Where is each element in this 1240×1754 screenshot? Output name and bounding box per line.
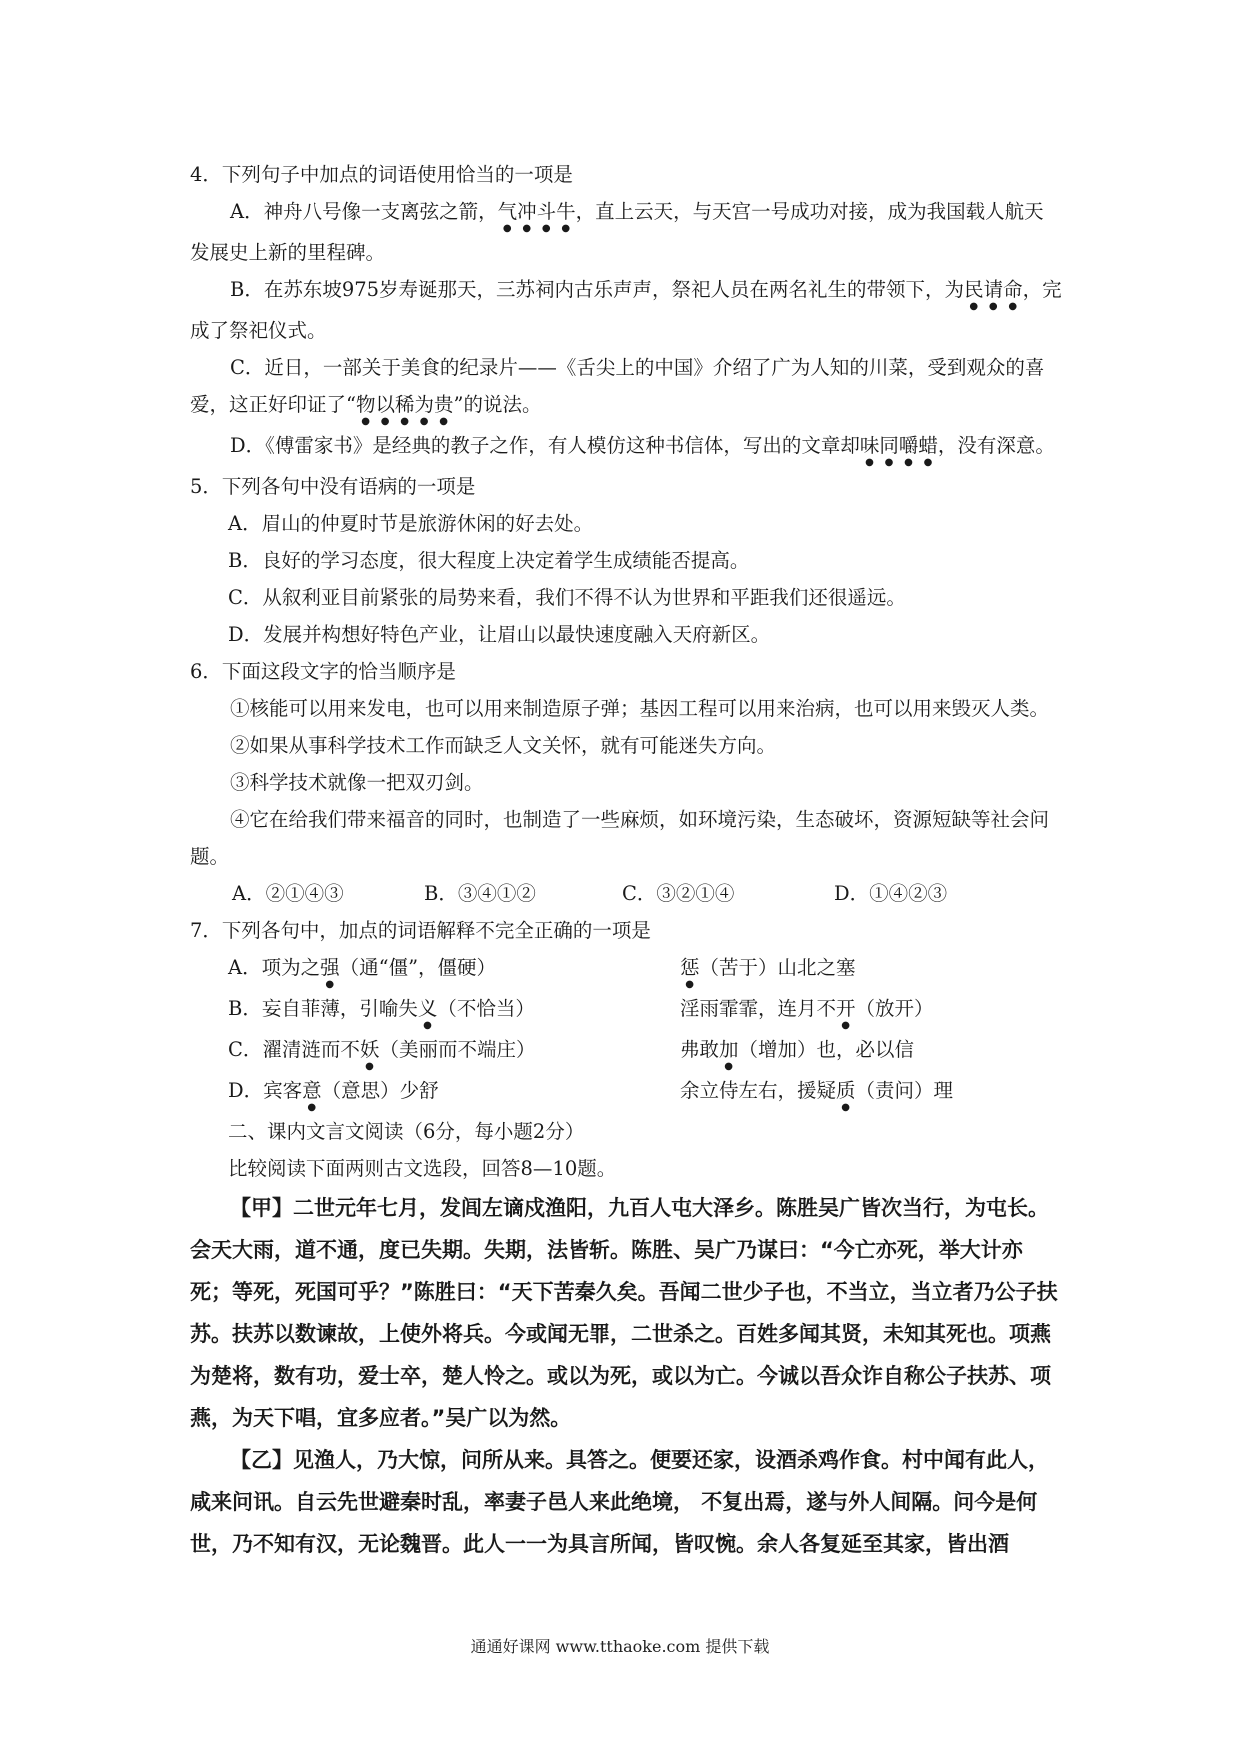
q5-option-c: C．从叙利亚目前紧张的局势来看，我们不得不认为世界和平距我们还很遥远。: [228, 586, 906, 609]
passage-jia: 【甲】二世元年七月，发闾左谪戍渔阳，九百人屯大泽乡。陈胜吴广皆次当行，为屯长。会天大雨，道不通，度已失期。失期，法皆斩。陈胜、吴广乃谋曰：“今亡亦死，举大计亦死；等死，死国可乎？”陈胜曰：“天下苦秦久矣。吾闻二世少子也，不当立，当立者乃公子扶苏。扶苏以数谏故，上使外将兵。今或闻无罪，二世杀之。百姓多闻其贤，未知其死也。项燕为楚将，数有功，爱士卒，楚人怜之。或以为死，或以为亡。今诚以吾众诈自称公子扶苏、项燕，为天下唱，宜多应者。”吴广以为然。: [190, 1196, 1058, 1430]
section2-instruction: 比较阅读下面两则古文选段，回答8—10题。: [228, 1157, 617, 1180]
q7-row-b: [190, 990, 1062, 1031]
q4-d-dotted: 味同嚼蜡: [859, 434, 938, 457]
q4-option-d: D．《傅雷家书》是经典的教子之作，有人模仿这种书信体，写出的文章却味同嚼蜡，没有深意。: [230, 434, 1055, 457]
q6-option-b: B．③④①②: [424, 882, 536, 905]
q6-options: [190, 875, 1062, 912]
q5-option-d: D．发展并构想好特色产业，让眉山以最快速度融入天府新区。: [228, 623, 771, 646]
passage-yi: 【乙】见渔人，乃大惊，问所从来。具答之。便要还家，设酒杀鸡作食。村中闻有此人，咸来问讯。自云先世避秦时乱，率妻子邑人来此绝境， 不复出焉，遂与外人间隔。问今是何世，乃不知有汉，无论魏晋。此人一一为具言所闻，皆叹惋。余人各复延至其家，皆出酒: [190, 1448, 1049, 1556]
q7-b-left: B．妄自菲薄，引喻失义（不恰当）: [228, 997, 535, 1020]
q7-stem: 7．下列各句中，加点的词语解释不完全正确的一项是: [190, 919, 651, 942]
q6-sentence-4: ④它在给我们带来福音的同时，也制造了一些麻烦，如环境污染，生态破坏，资源短缺等社会问题。: [190, 808, 1050, 868]
page-footer: 通通好课网 www.tthaoke.com 提供下载: [470, 1637, 770, 1656]
q6-option-c: C．③②①④: [622, 882, 735, 905]
q6-option-d: D．①④②③: [834, 882, 948, 905]
q4-a-dotted: 气冲斗牛: [497, 200, 576, 223]
q7-a-left: A．项为之强（通“僵”，僵硬）: [228, 956, 497, 979]
q5-stem: 5．下列各句中没有语病的一项是: [190, 475, 476, 498]
q4-option-a: A．神舟八号像一支离弦之箭，气冲斗牛，直上云天，与天宫一号成功对接，成为我国载人航天发展史上新的里程碑。: [190, 200, 1044, 264]
section2-title: 二、课内文言文阅读（6分，每小题2分）: [228, 1120, 585, 1143]
q7-c-left: C．濯清涟而不妖（美丽而不端庄）: [228, 1038, 536, 1061]
q7-d-left: D．宾客意（意思）少舒: [228, 1079, 439, 1102]
q4-option-b: B．在苏东坡975岁寿诞那天，三苏祠内古乐声声，祭祀人员在两名礼生的带领下，为民请命，完成了祭祀仪式。: [190, 278, 1062, 342]
q6-stem: 6．下面这段文字的恰当顺序是: [190, 660, 456, 683]
q6-option-a: A．②①④③: [232, 882, 344, 905]
q6-sentence-1: ①核能可以用来发电，也可以用来制造原子弹；基因工程可以用来治病，也可以用来毁灭人类。: [230, 697, 1050, 720]
q6-sentence-2: ②如果从事科学技术工作而缺乏人文关怀，就有可能迷失方向。: [230, 734, 777, 757]
q5-option-a: A．眉山的仲夏时节是旅游休闲的好去处。: [228, 512, 594, 535]
q7-row-c: [190, 1031, 1062, 1072]
q7-row-a: [190, 949, 1062, 990]
q4-c-dotted: 物以稀为贵: [355, 393, 454, 416]
q7-d-right: 余立侍左右，援疑质（责问）理: [680, 1079, 954, 1102]
q4-stem: 4．下列句子中加点的词语使用恰当的一项是: [190, 163, 573, 186]
q4-b-dotted: 民请命: [964, 278, 1023, 301]
q7-a-right: 惩（苦于）山北之塞: [680, 956, 856, 979]
q7-b-right: 淫雨霏霏，连月不开（放开）: [680, 997, 934, 1020]
q5-option-b: B．良好的学习态度，很大程度上决定着学生成绩能否提高。: [228, 549, 750, 572]
page-content: [190, 156, 1062, 1565]
q7-row-d: [190, 1072, 1062, 1113]
q6-sentence-3: ③科学技术就像一把双刃剑。: [230, 771, 484, 794]
q7-c-right: 弗敢加（增加）也，必以信: [680, 1038, 915, 1061]
q4-option-c: C．近日，一部关于美食的纪录片——《舌尖上的中国》介绍了广为人知的川菜，受到观众的喜爱，这正好印证了“物以稀为贵”的说法。: [190, 356, 1045, 416]
